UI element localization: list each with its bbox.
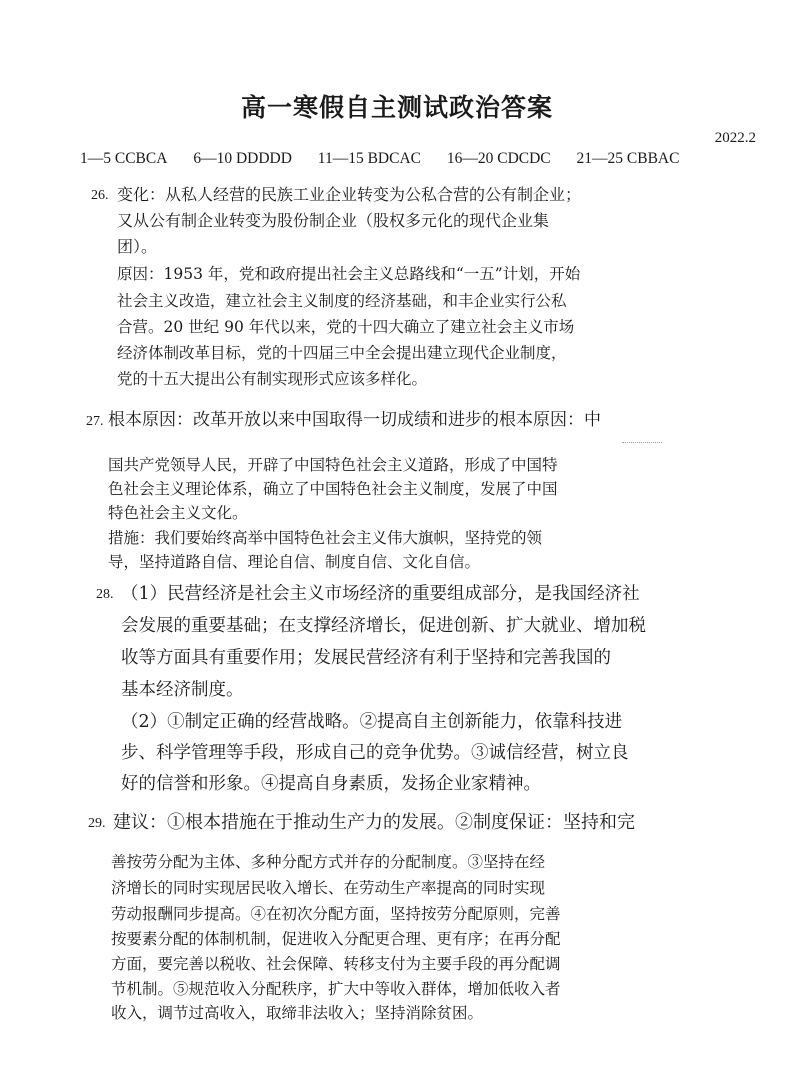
answer-line: 又从公有制企业转变为股份制企业（股权多元化的现代企业集 — [117, 211, 550, 230]
answer-line: 济增长的同时实现居民收入增长、在劳动生产率提高的同时实现 — [111, 879, 546, 897]
answer-line: 合营。20 世纪 90 年代以来，党的十四大确立了建立社会主义市场 — [117, 318, 575, 336]
question-number: 27. — [86, 414, 104, 429]
exam-date: 2022.2 — [714, 130, 756, 146]
answer-line: 建议：①根本措施在于推动生产力的发展。②制度保证：坚持和完 — [113, 812, 635, 833]
answer-line: （2）①制定正确的经营战略。②提高自主创新能力，依靠科技进 — [121, 712, 623, 732]
answer-line: 党的十五大提出公有制实现形式应该多样化。 — [117, 370, 428, 388]
answer-line: 色社会主义理论体系，确立了中国特色社会主义制度，发展了中国 — [108, 480, 558, 498]
answer-line: 方面，要完善以税收、社会保障、转移支付为主要手段的再分配调 — [111, 955, 561, 973]
answer-line: 导，坚持道路自信、理论自信、制度自信、文化自信。 — [108, 553, 481, 571]
multiple-choice-answers — [80, 150, 679, 168]
answer-line: 特色社会主义文化。 — [108, 504, 248, 522]
answer-line: 经济体制改革目标，党的十四届三中全会提出建立现代企业制度， — [117, 344, 567, 362]
answer-line: 步、科学管理等手段，形成自己的竞争优势。③诚信经营，树立良 — [121, 743, 629, 763]
answer-line: 节机制。⑤规范收入分配秩序，扩大中等收入群体，增加低收入者 — [111, 980, 561, 998]
question-number: 29. — [88, 816, 106, 831]
answer-line: 会发展的重要基础；在支撑经济增长，促进创新、扩大就业、增加税 — [121, 616, 646, 636]
answer-line: 变化：从私人经营的民族工业企业转变为公私合营的公有制企业； — [117, 185, 582, 204]
answer-line: 基本经济制度。 — [121, 680, 244, 700]
answer-line: 收入，调节过高收入，取缔非法收入；坚持消除贫困。 — [111, 1004, 484, 1022]
answer-line: 善按劳分配为主体、多种分配方式并存的分配制度。③坚持在经 — [111, 853, 546, 871]
question-number: 28. — [96, 587, 114, 602]
mc-answer-group: 6—10 DDDDD — [193, 150, 292, 167]
mc-answer-group: 16—20 CDCDC — [446, 150, 551, 167]
answer-line: 好的信誉和形象。④提高自身素质，发扬企业家精神。 — [121, 774, 541, 794]
answer-line: 收等方面具有重要作用；发展民营经济有利于坚持和完善我国的 — [121, 648, 611, 668]
answer-line: （1）民营经济是社会主义市场经济的重要组成部分，是我国经济社 — [121, 584, 640, 604]
answer-line: 国共产党领导人民，开辟了中国特色社会主义道路，形成了中国特 — [108, 456, 558, 474]
answer-line: 根本原因：改革开放以来中国取得一切成绩和进步的根本原因：中 — [108, 410, 601, 430]
answer-line: 按要素分配的体制机制，促进收入分配更合理、更有序；在再分配 — [111, 930, 561, 948]
divider — [622, 442, 662, 443]
mc-answer-group: 11—15 BDCAC — [317, 150, 421, 167]
answer-line: 社会主义改造，建立社会主义制度的经济基础，和丰企业实行公私 — [117, 292, 567, 310]
answer-line: 团）。 — [117, 237, 158, 256]
answer-line: 原因：1953 年，党和政府提出社会主义总路线和“一五”计划，开始 — [117, 265, 581, 283]
answer-line: 劳动报酬同步提高。④在初次分配方面，坚持按劳分配原则，完善 — [111, 905, 561, 923]
mc-answer-group: 21—25 CBBAC — [576, 150, 680, 167]
page-title: 高一寒假自主测试政治答案 — [240, 93, 553, 122]
question-number: 26. — [91, 188, 109, 203]
answer-line: 措施：我们要始终高举中国特色社会主义伟大旗帜，坚持党的领 — [108, 529, 543, 547]
mc-answer-group: 1—5 CCBCA — [80, 150, 168, 167]
